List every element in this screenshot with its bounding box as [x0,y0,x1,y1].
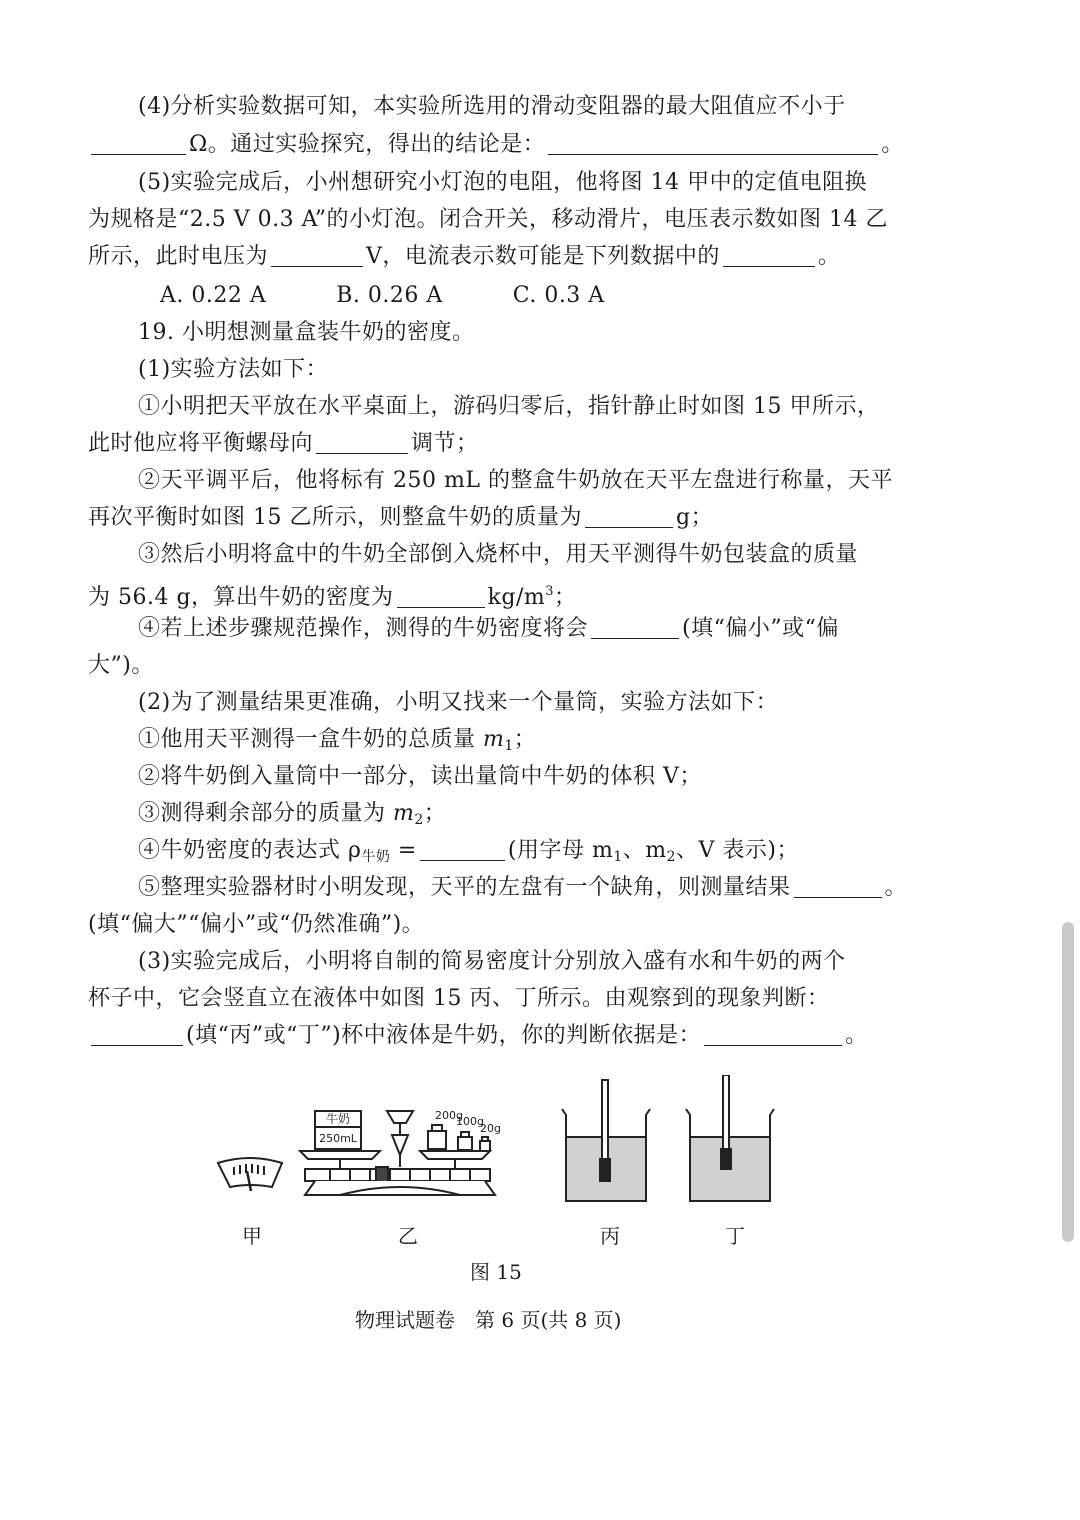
q19-s1-text-b1: 此时他应将平衡螺母向 [88,431,314,456]
milk-box-volume: 250mL [319,1132,357,1145]
q19-s3-text-a: ③然后小明将盒中的牛奶全部倒入烧杯中，用天平测得牛奶包装盒的质量 [138,542,859,567]
scrollbar-thumb[interactable] [1062,922,1074,1242]
q19-s4-text-a1: ④若上述步骤规范操作，测得的牛奶密度将会 [138,616,589,641]
var-m: m [483,727,505,752]
var-sub: 2 [414,812,424,828]
q19-t1 [138,725,948,761]
q18-p5-text-c2: V，电流表示数可能是下列数据中的 [366,244,720,269]
rho-symbol: ④牛奶密度的表达式 ρ [138,838,362,863]
answer-blank[interactable] [397,585,485,608]
q19-s4-line1 [138,614,948,644]
q18-p5-text-c1: 所示，此时电压为 [88,244,269,269]
q18-p5-line2 [88,205,898,235]
answer-blank[interactable] [585,505,673,528]
answer-blank[interactable] [316,431,408,454]
option-c[interactable]: C. 0.3 A [512,283,605,308]
q19-part3-line1: (3)实验完成后，小明将自制的简易密度计分别放入盛有水和牛奶的两个 [138,949,846,974]
q19-t4-text-d: 、V 表示)； [676,838,800,863]
q19-s3-line2 [88,577,898,613]
var-sub: 2 [666,849,677,865]
q18-p5-line3: 所示，此时电压为 V，电流表示数可能是下列数据中的 。 [88,244,841,269]
q19-s2-text-b2: g； [675,505,714,530]
q19-s3-text-b4: ； [554,585,577,610]
q19-s2-text-b1: 再次平衡时如图 15 乙所示，则整盒牛奶的质量为 [88,505,582,530]
answer-blank[interactable] [723,244,815,267]
beaker-bing [562,1080,650,1201]
q19-s1-text-b2: 调节； [411,431,479,456]
weight-label-200g: 200g [435,1109,463,1122]
weight-label-20g: 20g [480,1122,501,1135]
option-b[interactable]: B. 0.26 A [336,283,443,308]
q19-t2: ②将牛奶倒入量筒中一部分，读出量筒中牛奶的体积 V； [138,764,702,789]
unit-kg-m: kg/m [487,585,546,610]
q19-part3-line3 [88,1021,898,1051]
q18-p4-line1 [138,92,948,122]
answer-blank[interactable] [591,616,679,639]
beaker-ding [686,1075,774,1201]
q19-part3-text-c2: 。 [845,1023,868,1048]
answer-blank[interactable] [794,875,882,898]
q19-part3-line2: 杯子中，它会竖直立在液体中如图 15 丙、丁所示。由观察到的现象判断： [88,986,830,1011]
q19-t3-text: ③测得剩余部分的质量为 [138,801,393,826]
q19-s2-text-a: ②天平调平后，他将标有 250 mL 的整盒牛奶放在天平左盘进行称量，天平 [138,468,893,493]
q19-part3-text-c1: (填“丙”或“丁”)杯中液体是牛奶，你的判断依据是： [186,1023,702,1048]
q19-s2-line2 [88,503,898,533]
q19-t5-line1 [138,873,948,903]
var-sub: 1 [613,849,623,865]
q19-t4-text-c: (用字母 m [507,838,614,863]
q18-p4-text-b: Ω。通过实验探究，得出的结论是： [189,132,546,157]
fig-label-yi: 乙 [398,1224,418,1248]
fig-label-jia: 甲 [242,1224,262,1248]
figure-caption: 图 15 [470,1260,522,1284]
q18-p4-text-a: (4)分析实验数据可知，本实验所选用的滑动变阻器的最大阻值应不小于 [138,94,846,119]
q19-t3-end: ； [423,801,447,826]
q18-p5-text-b: 为规格是“2.5 V 0.3 A”的小灯泡。闭合开关，移动滑片，电压表示数如图 14 乙 [88,207,888,232]
q18-p5-text-a: (5)实验完成后，小州想研究小灯泡的电阻，他将图 14 甲中的定值电阻换 [138,170,868,195]
q19-t5-text-b: 。 [884,875,908,900]
q19-t5-line2: (填“偏大”“偏小”或“仍然准确”)。 [88,912,425,937]
q19-t5-text-a: ⑤整理实验器材时小明发现，天平的左盘有一个缺角，则测量结果 [138,875,791,900]
answer-blank[interactable] [91,1023,183,1046]
q19-t1-text: ①他用天平测得一盒牛奶的总质量 [138,727,483,752]
q19-part2: (2)为了测量结果更准确，小明又找来一个量筒，实验方法如下： [138,690,779,715]
fig-label-bing: 丙 [600,1224,620,1248]
answer-blank[interactable] [548,132,878,155]
option-a[interactable]: A. 0.22 A [160,283,267,308]
q19-t1-end: ； [513,727,537,752]
weight-label-100g: 100g [456,1115,484,1128]
equals: = [390,838,417,863]
q18-options [160,281,970,311]
figure-15 [200,1075,840,1235]
q19-t4 [138,836,948,872]
q18-p5-line1 [138,168,948,198]
answer-blank[interactable] [704,1023,842,1046]
answer-blank[interactable] [91,132,186,155]
q19-s1-text-a: ①小明把天平放在水平桌面上，游码归零后，指针静止时如图 15 甲所示， [138,394,880,419]
var-sub: 1 [504,738,514,754]
var-m: m [393,801,415,826]
q19-s3-line1 [138,540,948,570]
q19-title: 19. 小明想测量盒装牛奶的密度。 [138,320,475,345]
answer-blank[interactable] [271,244,363,267]
fig-label-ding: 丁 [725,1224,745,1248]
answer-blank[interactable] [420,838,505,861]
q19-s1-line1 [138,392,948,422]
q18-p4-line2: Ω。通过实验探究，得出的结论是： 。 [88,130,898,160]
pointer-scale-diagram [218,1158,282,1191]
q19-s4-text-a2: (填“偏小”或“偏 [682,616,839,641]
q19-t4-text-mid: 、m [622,838,667,863]
rho-sub: 牛奶 [361,849,391,865]
q19-t3 [138,799,948,835]
q19-s3-text-b1: 为 56.4 g，算出牛奶的密度为 [88,585,394,610]
milk-box-label: 牛奶 [325,1112,351,1126]
q19-part1: (1)实验方法如下： [138,357,329,382]
unit-exponent: 3 [545,584,555,599]
q19-s2-line1 [138,466,948,496]
q19-s1-line2 [88,429,898,459]
page-footer: 物理试题卷 第 6 页(共 8 页) [355,1308,622,1332]
q19-s4-line2: 大”)。 [88,653,154,678]
